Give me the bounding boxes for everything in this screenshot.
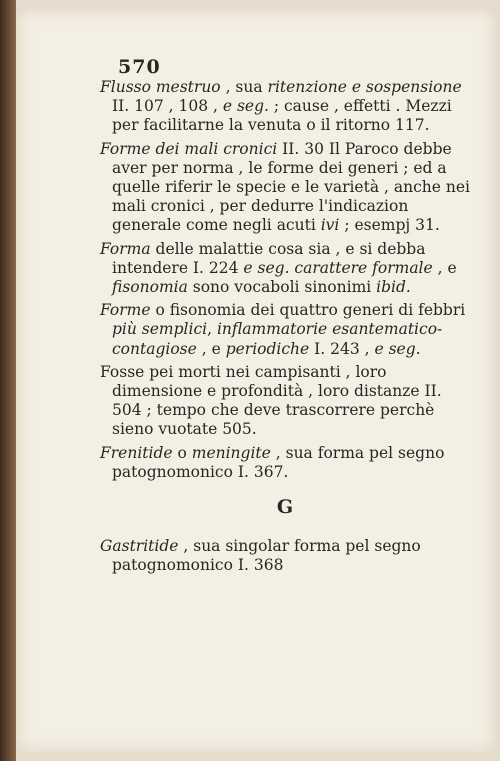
index-entry <box>100 537 470 575</box>
entry-text: II. 30 Il Paroco debbe aver per norma , le forme dei generi ; ed a quelle riferir le specie e le varietà , anche nei mali cronici , per dedurre l'indicazion generale come negli acuti <box>112 139 470 235</box>
entry-text: fisonomia <box>112 278 188 297</box>
entry-text: inflammatorie esantematico-contagiose <box>112 320 443 358</box>
entry-text: o <box>172 443 192 462</box>
entry-text: ibid. <box>376 278 411 297</box>
entry-text: , sua forma pel segno patognomonico I. 367. <box>112 443 445 481</box>
entry-headword: Forme dei mali cronici <box>100 139 278 158</box>
entry-text: e seg. carattere formale <box>243 258 433 277</box>
entry-text: , e <box>196 339 226 358</box>
entry-text: , <box>207 320 217 339</box>
entry-text: periodiche <box>225 339 310 358</box>
entry-text: e seg. <box>222 97 269 116</box>
entry-text: più semplici <box>112 320 208 339</box>
book-page <box>16 8 496 753</box>
entry-text: ivi <box>320 216 340 235</box>
entry-text: sono vocaboli sinonimi <box>187 278 377 297</box>
entry-headword: Frenitide <box>100 443 173 462</box>
entry-text: ; esempj 31. <box>339 216 440 235</box>
index-entries-f <box>100 78 470 482</box>
entry-text: , sua singolar forma pel segno patognomonico I. 368 <box>112 537 421 575</box>
entry-text: I. 243 , <box>309 339 375 358</box>
entry-text: ; cause , effetti . Mezzi per facilitarne la venuta o il ritorno 117. <box>112 97 452 135</box>
index-entry <box>100 444 470 482</box>
entry-text: ritenzione e sospensione <box>267 78 462 96</box>
index-entry <box>100 140 470 236</box>
entry-headword: Flusso mestruo <box>100 78 221 96</box>
entry-text: , sua <box>220 78 268 96</box>
page-number: 570 <box>118 56 161 78</box>
entry-text: , e <box>432 258 457 277</box>
entry-text: o fisonomia dei quattro generi di febbri <box>150 301 466 320</box>
index-entry <box>100 301 470 359</box>
book-spine <box>0 0 16 761</box>
index-entries-g <box>100 537 470 575</box>
entry-headword: Forma <box>100 239 151 258</box>
page-content <box>100 56 470 580</box>
entry-headword: Fosse pei morti nei campisanti , loro dimensione e profondità , loro distanze II. 504 ; tempo che deve trascorrere perchè sieno vuotate 505. <box>100 362 442 439</box>
index-entry <box>100 78 470 136</box>
entry-text: II. 107 , 108 , <box>112 97 223 116</box>
entry-headword: Forme <box>100 301 151 320</box>
letter-heading: G <box>276 496 294 519</box>
index-entry <box>100 240 470 298</box>
entry-text: delle malattie cosa sia , e si debba intendere I. 224 <box>112 239 426 277</box>
index-entry <box>100 363 470 440</box>
entry-headword: Gastritide <box>100 537 179 556</box>
entry-text: e seg. <box>374 339 421 358</box>
entry-text: meningite <box>191 443 271 462</box>
